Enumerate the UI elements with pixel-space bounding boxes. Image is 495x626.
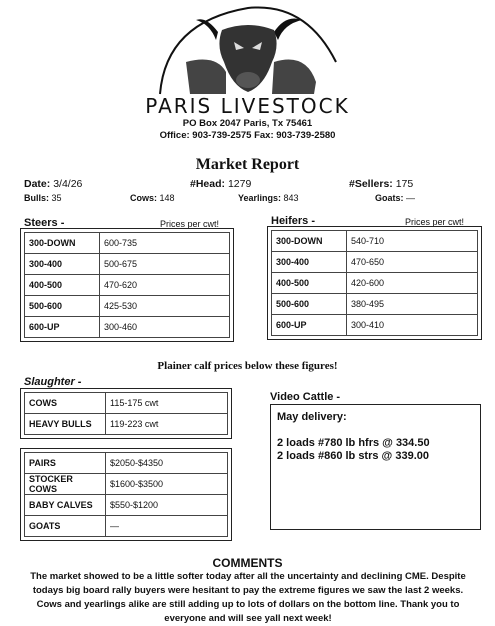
slaughter-table-box [20, 388, 232, 439]
type-cell: GOATS [25, 516, 106, 537]
yearlings-value: 843 [283, 193, 299, 203]
table-row [272, 273, 478, 294]
heifers-price-note: Prices per cwt! [405, 217, 465, 227]
price-cell: 420-600 [347, 273, 478, 294]
date-value: 3/4/26 [53, 178, 83, 190]
heifers-table-box [267, 226, 482, 340]
heifers-title: Heifers - [271, 215, 316, 227]
price-cell: $1600-$3500 [106, 474, 228, 495]
slaughter-table [24, 392, 228, 435]
yearlings-field [238, 193, 299, 203]
bull-logo-icon [156, 2, 340, 96]
cows-field [130, 193, 175, 203]
price-cell: 115-175 cwt [106, 393, 228, 414]
weight-cell: 300-DOWN [25, 233, 100, 254]
type-cell: PAIRS [25, 453, 106, 474]
cows-label: Cows: [130, 193, 157, 203]
address: PO Box 2047 Paris, Tx 75461 [182, 118, 313, 129]
cows-value: 148 [159, 193, 175, 203]
table-row [25, 275, 230, 296]
slaughter-title: Slaughter - [24, 376, 82, 388]
table-row [25, 516, 228, 537]
plainer-calf-note: Plainer calf prices below these figures! [157, 360, 338, 372]
weight-cell: 300-400 [272, 252, 347, 273]
type-cell: STOCKER COWS [25, 474, 106, 495]
weight-cell: 500-600 [25, 296, 100, 317]
table-row [272, 294, 478, 315]
comments-text: The market showed to be a little softer today after all the uncertainty and declining CME. Despite todays big board rally buyers were hesitant to pay the extreme figures we saw the last 2 weeks. Cows and yearlings alike are still adding up to lots of dollars on the bottom line. Thank you to everyone and will see yall next week! [30, 571, 466, 624]
table-row [25, 296, 230, 317]
steers-title: Steers - [24, 217, 65, 229]
price-cell: 500-675 [100, 254, 230, 275]
date-field [24, 178, 82, 190]
sellers-field [349, 178, 413, 190]
weight-cell: 400-500 [272, 273, 347, 294]
table-row [25, 393, 228, 414]
goats-value: — [406, 193, 416, 203]
weight-cell: 500-600 [272, 294, 347, 315]
weight-cell: 600-UP [272, 315, 347, 336]
bulls-label: Bulls: [24, 193, 50, 203]
head-count-field [190, 178, 251, 190]
video-cattle-box [270, 404, 481, 530]
price-cell: — [106, 516, 228, 537]
table-row [25, 474, 228, 495]
weight-cell: 300-400 [25, 254, 100, 275]
steers-table [24, 232, 230, 338]
price-cell: 300-410 [347, 315, 478, 336]
video-cattle-title: Video Cattle - [270, 391, 341, 403]
steers-price-note: Prices per cwt! [160, 219, 220, 229]
price-cell: $2050-$4350 [106, 453, 228, 474]
phone-fax: Office: 903-739-2575 Fax: 903-739-2580 [159, 130, 336, 141]
price-cell: 300-460 [100, 317, 230, 338]
bulls-value: 35 [51, 193, 62, 203]
yearlings-label: Yearlings: [238, 193, 282, 203]
table-row [272, 315, 478, 336]
head-label: #Head: [190, 178, 226, 190]
price-cell: 425-530 [100, 296, 230, 317]
price-cell: $550-$1200 [106, 495, 228, 516]
table-row [272, 231, 478, 252]
other-prices-table [24, 452, 228, 537]
head-value: 1279 [227, 178, 252, 190]
table-row [25, 495, 228, 516]
type-cell: BABY CALVES [25, 495, 106, 516]
type-cell: HEAVY BULLS [25, 414, 106, 435]
brand-name: PARIS LIVESTOCK [145, 94, 350, 118]
weight-cell: 400-500 [25, 275, 100, 296]
sellers-label: #Sellers: [349, 178, 393, 190]
bulls-field [24, 193, 62, 203]
sellers-value: 175 [395, 178, 414, 190]
other-prices-box [20, 448, 232, 541]
table-row [272, 252, 478, 273]
video-load-line: 2 loads #780 lb hfrs @ 334.50 [277, 437, 430, 449]
weight-cell: 600-UP [25, 317, 100, 338]
type-cell: COWS [25, 393, 106, 414]
price-cell: 540-710 [347, 231, 478, 252]
table-row [25, 414, 228, 435]
steers-table-box [20, 228, 234, 342]
price-cell: 470-620 [100, 275, 230, 296]
price-cell: 470-650 [347, 252, 478, 273]
table-row [25, 233, 230, 254]
goats-field [375, 193, 415, 203]
price-cell: 119-223 cwt [106, 414, 228, 435]
table-row [25, 317, 230, 338]
weight-cell: 300-DOWN [272, 231, 347, 252]
table-row [25, 453, 228, 474]
price-cell: 380-495 [347, 294, 478, 315]
heifers-table [271, 230, 478, 336]
price-cell: 600-735 [100, 233, 230, 254]
page-title: Market Report [195, 156, 300, 173]
video-load-line: 2 loads #860 lb strs @ 339.00 [277, 450, 429, 462]
date-label: Date: [24, 178, 51, 190]
table-row [25, 254, 230, 275]
video-delivery-line: May delivery: [277, 411, 347, 423]
goats-label: Goats: [375, 193, 404, 203]
comments-title: COMMENTS [212, 556, 283, 570]
